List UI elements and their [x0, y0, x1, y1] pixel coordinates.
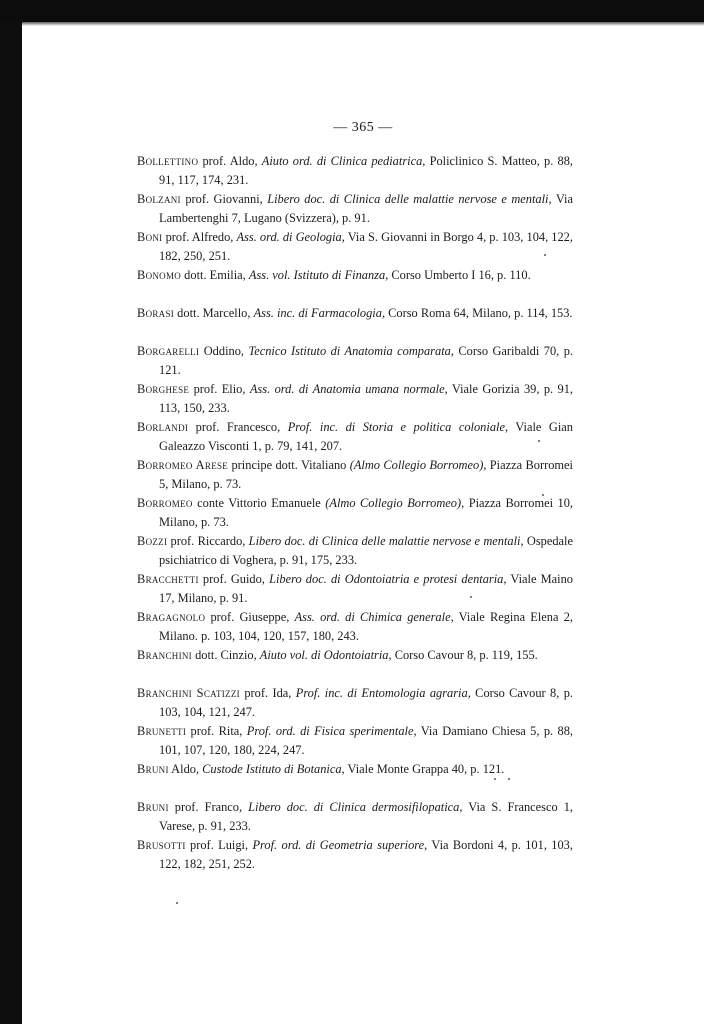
entry-title: prof. Giovanni,	[180, 192, 268, 206]
entry-address-pages: , Via Bordoni 4, p. 101, 103, 122, 182, 251, 252.	[159, 838, 573, 871]
entry-address-pages: , Policlinico S. Matteo, p. 88, 91, 117, 174, 231.	[159, 154, 573, 187]
list-item	[137, 380, 573, 418]
entry-surname: Bonomo	[137, 268, 182, 282]
list-item	[137, 608, 573, 646]
entry-surname: Bracchetti	[137, 572, 199, 586]
entry-surname: Borromeo	[137, 496, 193, 510]
entry-title: prof. Francesco,	[188, 420, 288, 434]
entry-title: Aldo,	[168, 762, 203, 776]
entry-role: Tecnico Istituto di Anatomia comparata	[248, 344, 451, 358]
entry-role: Ass. ord. di Anatomia umana normale	[249, 382, 445, 396]
entry-surname: Branchini	[137, 648, 192, 662]
entry-surname: Borromeo Arese	[137, 458, 229, 472]
entry-title: prof. Guido,	[198, 572, 270, 586]
entry-address-pages: , Corso Cavour 8, p. 119, 155.	[388, 648, 538, 662]
entry-role: Prof. inc. di Entomologia agraria	[295, 686, 468, 700]
entry-role: Ass. ord. di Geologia	[236, 230, 342, 244]
entry-surname: Bragagnolo	[137, 610, 206, 624]
scan-speck	[494, 778, 496, 780]
list-item	[137, 684, 573, 722]
entry-role: Aiuto vol. di Odontoiatria	[259, 648, 389, 662]
entry-title: prof. Riccardo,	[167, 534, 249, 548]
document-page	[22, 26, 704, 1024]
entry-title: prof. Franco,	[168, 800, 249, 814]
entry-role: Libero doc. di Clinica delle malattie nervose e mentali	[248, 534, 521, 548]
list-item	[137, 228, 573, 266]
entry-role: Prof. inc. di Storia e politica coloniale	[287, 420, 505, 434]
entry-title: principe dott. Vitaliano	[228, 458, 350, 472]
entry-role: (Almo Collegio Borromeo)	[349, 458, 484, 472]
entry-surname: Bruni	[137, 762, 169, 776]
entry-title: prof. Ida,	[239, 686, 296, 700]
entry-address-pages: , Corso Roma 64, Milano, p. 114, 153.	[381, 306, 573, 320]
list-item	[137, 456, 573, 494]
list-item	[137, 304, 573, 342]
entry-surname: Borlandi	[137, 420, 189, 434]
entry-title: dott. Emilia,	[181, 268, 249, 282]
list-item	[137, 836, 573, 874]
entry-role: Libero doc. di Clinica dermosifilopatica	[248, 800, 460, 814]
entry-surname: Borasi	[137, 306, 175, 320]
entry-surname: Bolzani	[137, 192, 181, 206]
entry-role: Ass. vol. Istituto di Finanza	[248, 268, 386, 282]
scan-speck	[544, 254, 546, 256]
entry-address-pages: , Ospedale psichiatrico di Voghera, p. 91, 175, 233.	[159, 534, 573, 567]
entry-address-pages: , Piazza Borromei 5, Milano, p. 73.	[159, 458, 573, 491]
entry-surname: Borghese	[137, 382, 190, 396]
list-item	[137, 646, 573, 684]
entry-title: Oddino,	[199, 344, 249, 358]
entry-address-pages: , Viale Maino 17, Milano, p. 91.	[159, 572, 573, 605]
entry-surname: Bozzi	[137, 534, 168, 548]
list-item	[137, 342, 573, 380]
scan-speck	[508, 778, 510, 780]
scan-speck	[538, 440, 540, 442]
entry-role: Libero doc. di Clinica delle malattie nervose e mentali	[267, 192, 549, 206]
entry-title: prof. Giuseppe,	[205, 610, 295, 624]
scan-speck	[542, 494, 544, 496]
entry-surname: Boni	[137, 230, 163, 244]
list-item	[137, 494, 573, 532]
entry-surname: Branchini Scatizzi	[137, 686, 240, 700]
entry-title: prof. Elio,	[189, 382, 250, 396]
entry-role: (Almo Collegio Borromeo)	[325, 496, 462, 510]
list-item	[137, 532, 573, 570]
entry-address-pages: , Viale Regina Elena 2, Milano. p. 103, 104, 120, 157, 180, 243.	[159, 610, 573, 643]
entry-address-pages: , Viale Gorizia 39, p. 91, 113, 150, 233.	[159, 382, 573, 415]
entry-address-pages: , Via Damiano Chiesa 5, p. 88, 101, 107, 120, 180, 224, 247.	[159, 724, 573, 757]
scan-speck	[176, 902, 178, 904]
entry-address-pages: , Via S. Francesco 1, Varese, p. 91, 233.	[159, 800, 573, 833]
entry-address-pages: , Piazza Borromei 10, Milano, p. 73.	[159, 496, 573, 529]
entry-surname: Borgarelli	[137, 344, 200, 358]
entry-title: prof. Aldo,	[198, 154, 262, 168]
entry-role: Aiuto ord. di Clinica pediatrica	[261, 154, 423, 168]
name-index-list	[137, 152, 573, 874]
entry-address-pages: , Corso Garibaldi 70, p. 121.	[159, 344, 573, 377]
entry-role: Libero doc. di Odontoiatria e protesi dentaria	[269, 572, 504, 586]
list-item	[137, 570, 573, 608]
scan-left-border	[0, 22, 22, 1024]
entry-address-pages: , Corso Umberto I 16, p. 110.	[385, 268, 531, 282]
entry-role: Custode Istituto di Botanica	[202, 762, 342, 776]
entry-title: dott. Marcello,	[174, 306, 254, 320]
entry-role: Ass. ord. di Chimica generale	[294, 610, 451, 624]
entry-role: Ass. inc. di Farmacologia	[253, 306, 382, 320]
scan-top-border	[0, 0, 704, 22]
entry-address-pages: , Via S. Giovanni in Borgo 4, p. 103, 104, 122, 182, 250, 251.	[159, 230, 573, 263]
entry-role: Prof. ord. di Geometria superiore	[252, 838, 425, 852]
list-item	[137, 152, 573, 190]
entry-surname: Bruni	[137, 800, 169, 814]
entry-address-pages: , Via Lambertenghi 7, Lugano (Svizzera), p. 91.	[159, 192, 573, 225]
entry-title: conte Vittorio Emanuele	[192, 496, 326, 510]
list-item	[137, 266, 573, 304]
entry-surname: Brusotti	[137, 838, 186, 852]
list-item	[137, 190, 573, 228]
entry-surname: Brunetti	[137, 724, 187, 738]
scan-speck	[470, 596, 472, 598]
page-number: — 365 —	[333, 120, 393, 135]
entry-title: prof. Luigi,	[185, 838, 253, 852]
entry-address-pages: , Viale Monte Grappa 40, p. 121.	[341, 762, 505, 776]
entry-address-pages: , Corso Cavour 8, p. 103, 104, 121, 247.	[159, 686, 573, 719]
entry-surname: Bollettino	[137, 154, 199, 168]
entry-address-pages: , Viale Gian Galeazzo Visconti 1, p. 79, 141, 207.	[159, 420, 573, 453]
entry-title: prof. Alfredo,	[162, 230, 237, 244]
list-item	[137, 722, 573, 760]
entry-role: Prof. ord. di Fisica sperimentale	[246, 724, 414, 738]
list-item	[137, 418, 573, 456]
entry-title: dott. Cinzio,	[191, 648, 260, 662]
entry-title: prof. Rita,	[186, 724, 247, 738]
list-item	[137, 798, 573, 836]
